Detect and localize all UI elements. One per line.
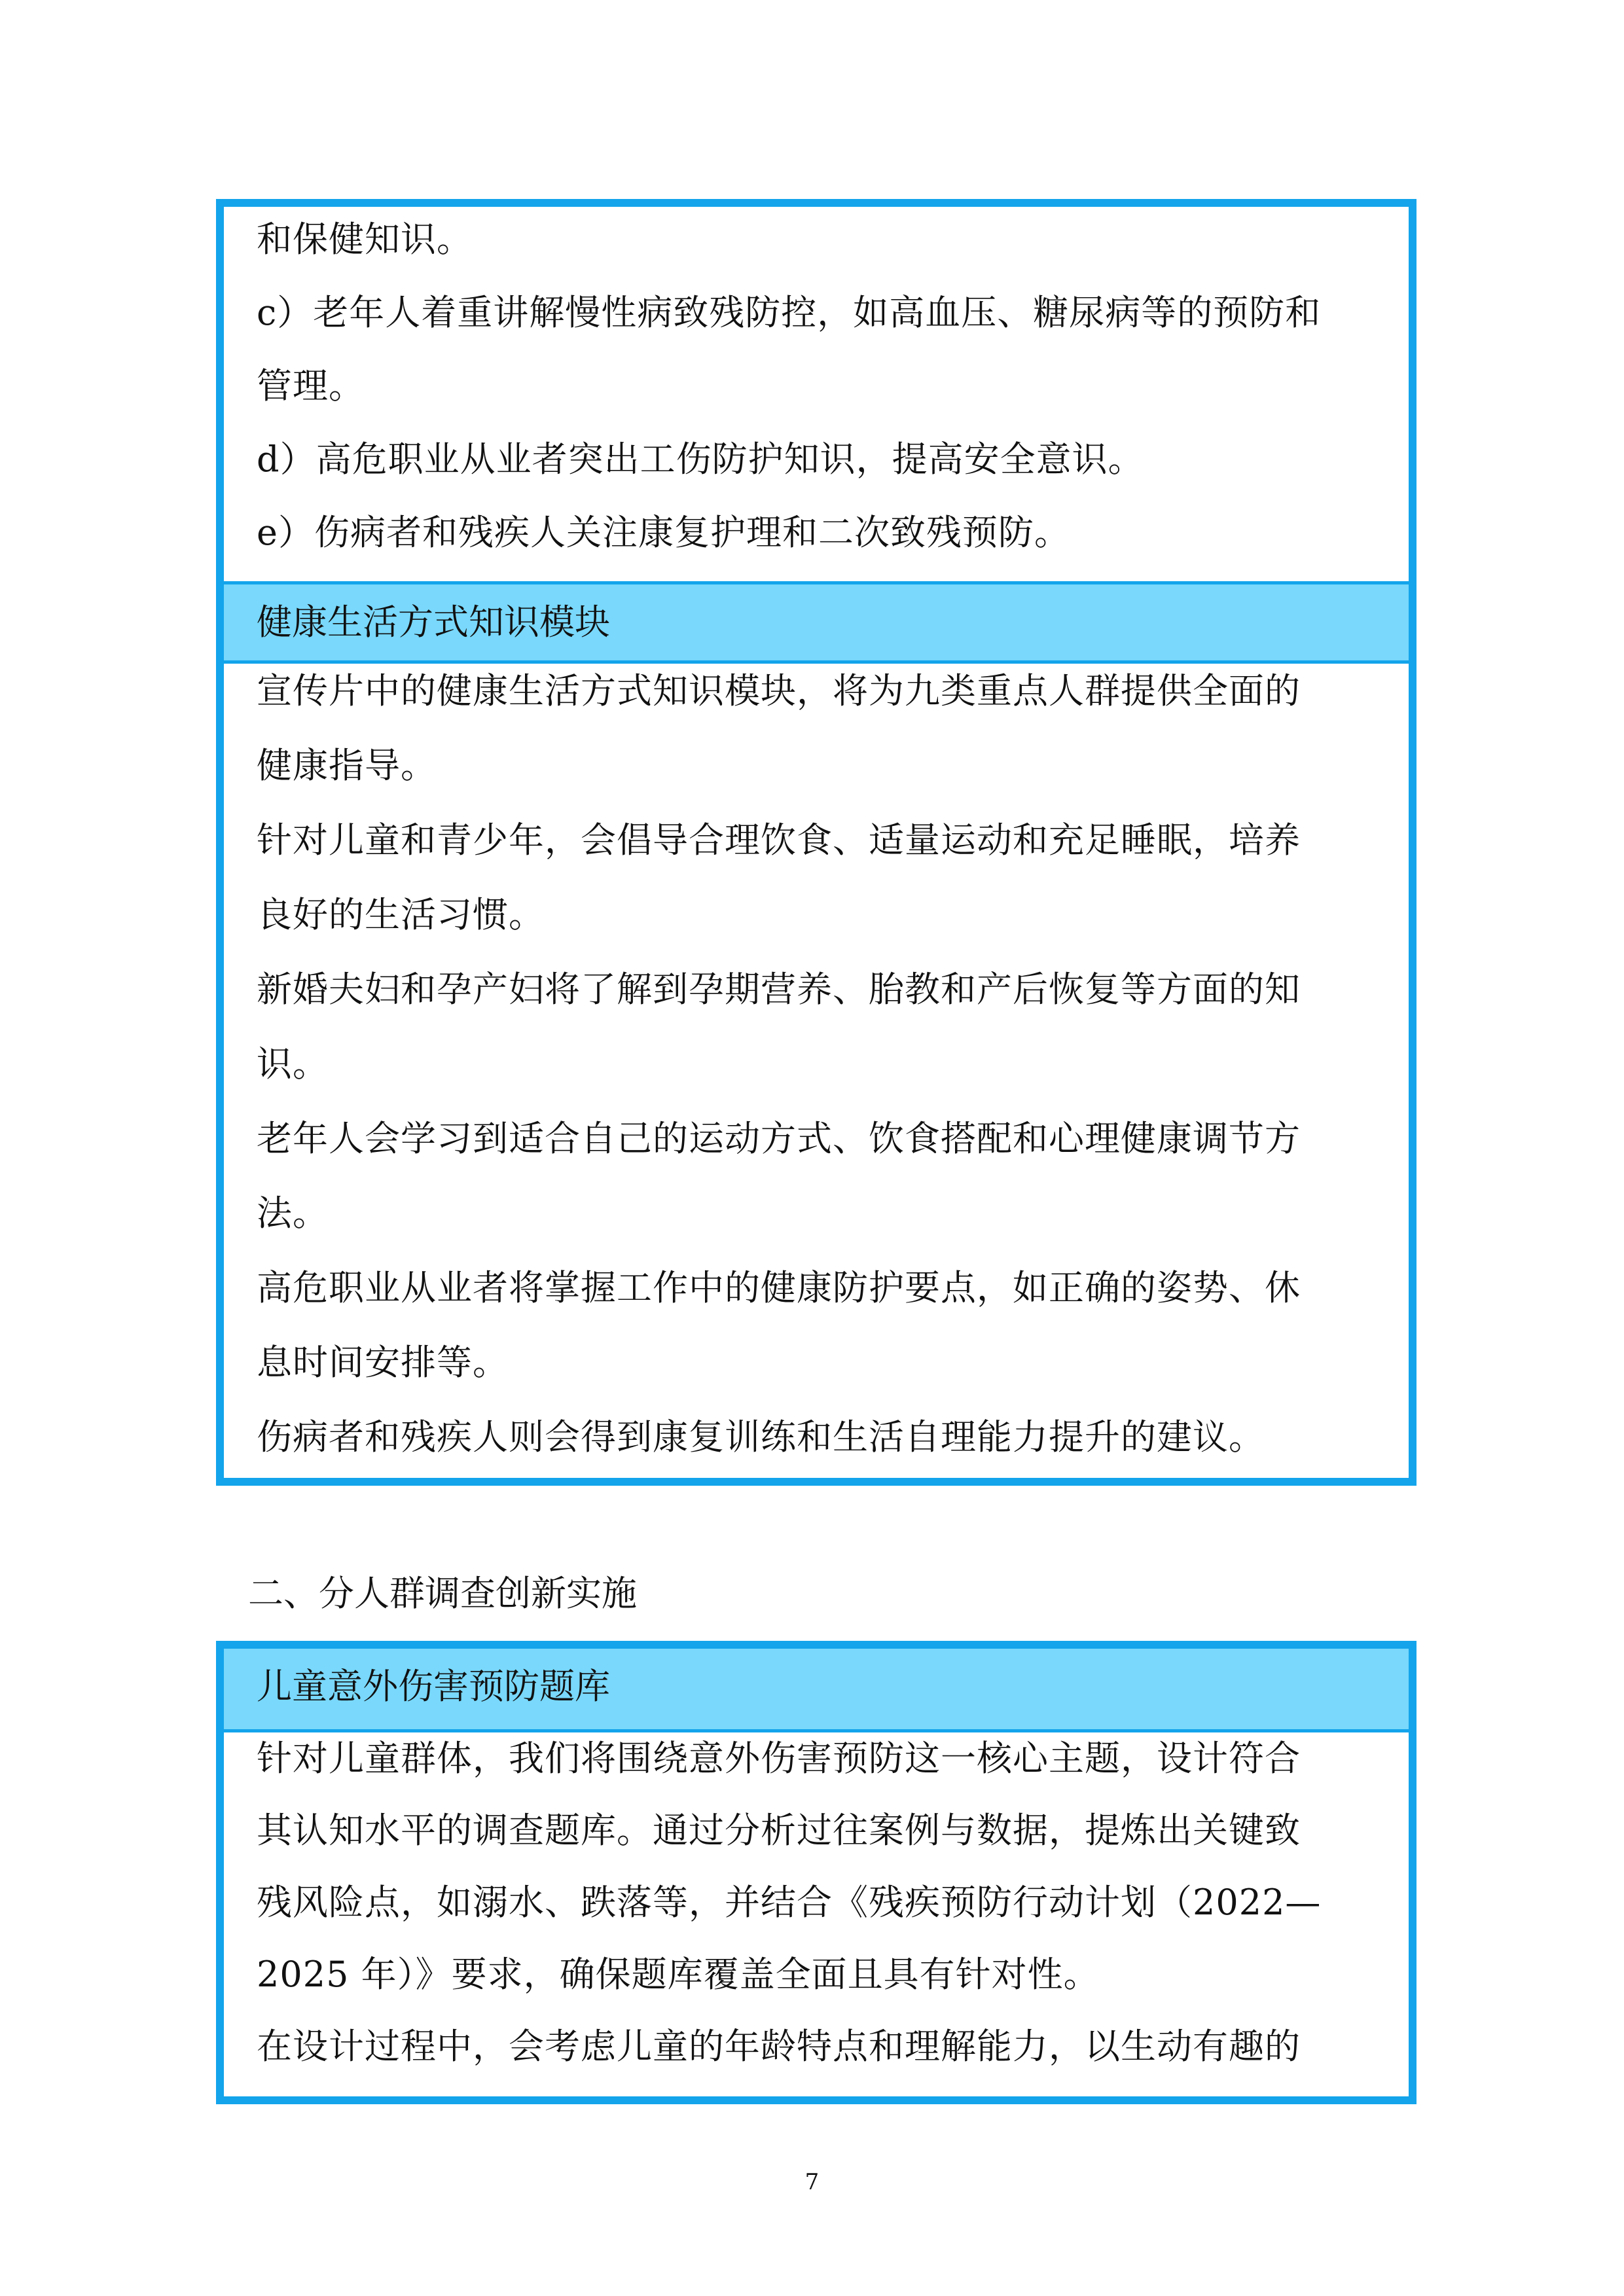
content-box-1	[216, 199, 1416, 1486]
text-line: 伤病者和残疾人则会得到康复训练和生活自理能力提升的建议。	[257, 1416, 1265, 1458]
text-line: 在设计过程中，会考虑儿童的年龄特点和理解能力，以生动有趣的	[257, 2026, 1301, 2067]
text-line: 和保健知识。	[257, 219, 473, 260]
section-header: 健康生活方式知识模块	[257, 601, 610, 643]
section-header-row	[224, 581, 1409, 664]
text-line: 针对儿童群体，我们将围绕意外伤害预防这一核心主题，设计符合	[257, 1738, 1301, 1779]
text-line: 健康指导。	[257, 745, 437, 786]
text-line: 针对儿童和青少年，会倡导合理饮食、适量运动和充足睡眠，培养	[257, 819, 1301, 861]
section-title: 二、分人群调查创新实施	[248, 1573, 637, 1614]
section-header: 儿童意外伤害预防题库	[257, 1666, 610, 1707]
text-line: 残风险点，如溺水、跌落等，并结合《残疾预防行动计划（2022—	[257, 1882, 1322, 1923]
text-line: 宣传片中的健康生活方式知识模块，将为九类重点人群提供全面的	[257, 670, 1301, 711]
text-line: 新婚夫妇和孕产妇将了解到孕期营养、胎教和产后恢复等方面的知	[257, 969, 1301, 1010]
text-line: 法。	[257, 1193, 329, 1234]
text-line: c）老年人着重讲解慢性病致残防控，如高血压、糖尿病等的预防和	[257, 292, 1322, 333]
text-line: 息时间安排等。	[257, 1342, 509, 1383]
text-line: e）伤病者和残疾人关注康复护理和二次致残预防。	[257, 512, 1070, 553]
text-line: 识。	[257, 1043, 329, 1085]
section-header-row	[224, 1649, 1409, 1732]
text-line: d）高危职业从业者突出工伤防护知识，提高安全意识。	[257, 439, 1144, 480]
text-line: 高危职业从业者将掌握工作中的健康防护要点，如正确的姿势、休	[257, 1267, 1301, 1308]
text-line: 老年人会学习到适合自己的运动方式、饮食搭配和心理健康调节方	[257, 1118, 1301, 1159]
text-line: 良好的生活习惯。	[257, 894, 545, 935]
text-line: 其认知水平的调查题库。通过分析过往案例与数据，提炼出关键致	[257, 1810, 1301, 1851]
page-number: 7	[804, 2169, 820, 2195]
text-line: 管理。	[257, 365, 365, 406]
content-box-2	[216, 1641, 1416, 2104]
text-line: 2025 年）》要求，确保题库覆盖全面且具有针对性。	[257, 1954, 1100, 1995]
